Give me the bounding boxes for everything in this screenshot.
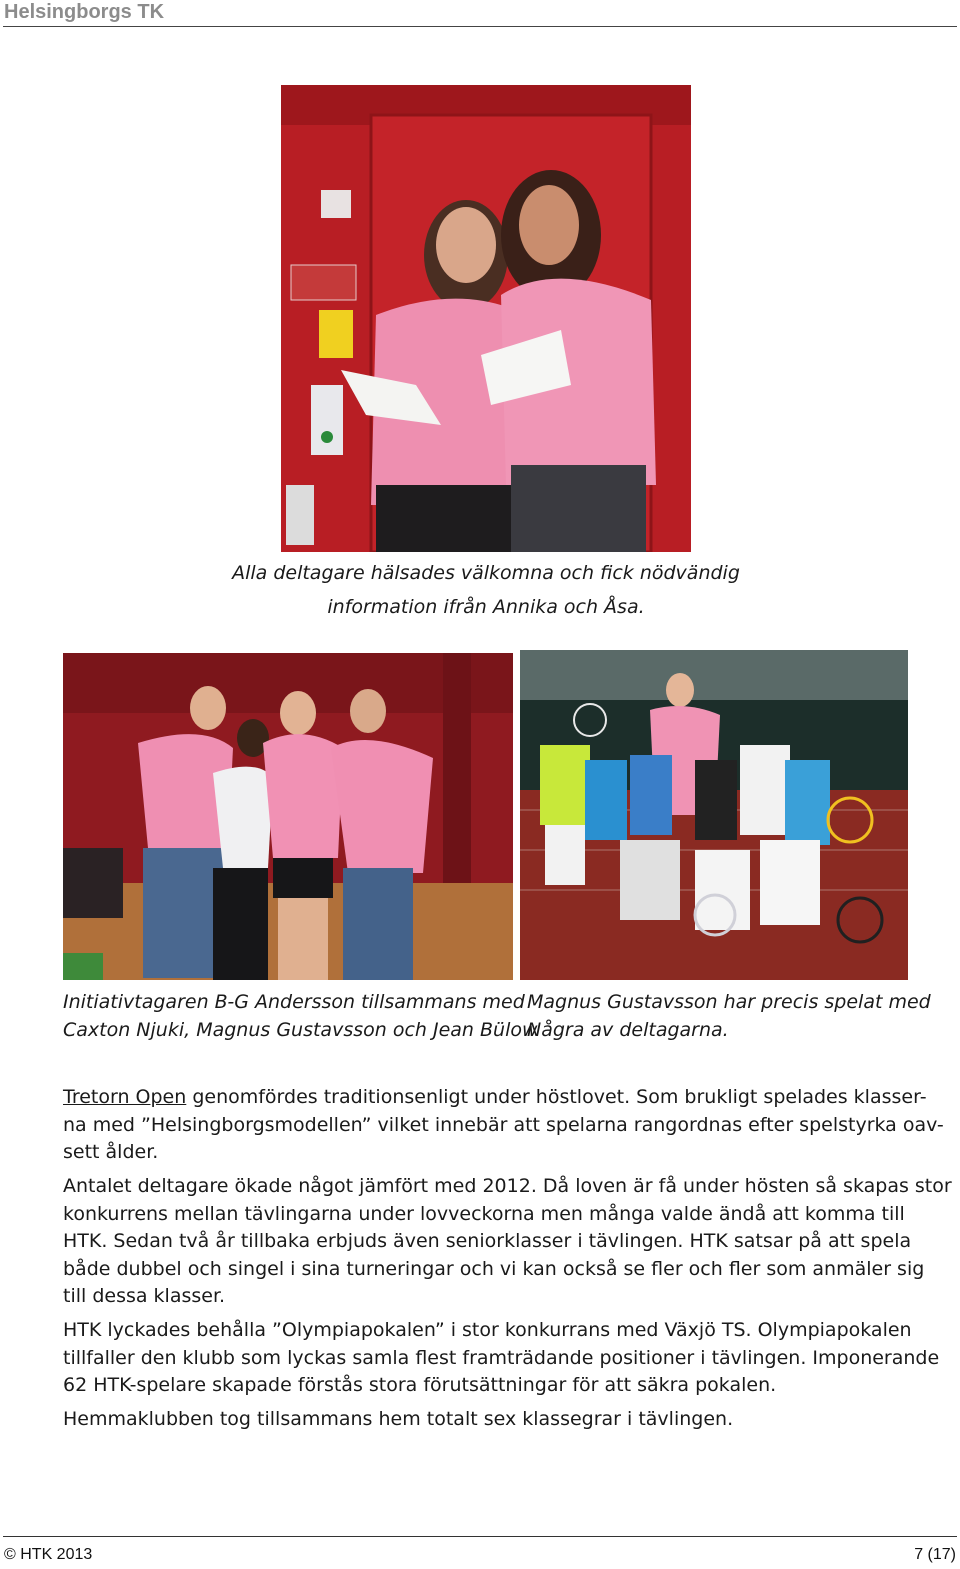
footer-divider — [3, 1536, 957, 1537]
photo-caption-1 — [200, 556, 772, 624]
paragraph-participants — [63, 1173, 952, 1311]
text-line: till dessa klasser. — [63, 1285, 226, 1307]
text-line: HTK lyckades behålla ”Olympiapokalen” i stor konkurrans med Växjö TS. Olympiapokalen — [63, 1319, 912, 1341]
paragraph-tretorn-open — [63, 1084, 944, 1167]
text-line: sett ålder. — [63, 1141, 159, 1163]
caption-line: Initiativtagaren B-G Andersson tillsammans med — [63, 991, 525, 1013]
text-line — [63, 1084, 927, 1112]
caption-line: Caxton Njuki, Magnus Gustavsson och Jean Bülow — [63, 1018, 538, 1041]
tretorn-open-link[interactable]: Tretorn Open — [63, 1086, 187, 1108]
photo-initiators-group — [63, 653, 513, 980]
paragraph-olympiapokalen — [63, 1317, 940, 1400]
photo-caption-3 — [527, 989, 931, 1044]
header-divider — [3, 26, 957, 27]
caption-line: Alla deltagare hälsades välkomna och fick nödvändig — [232, 562, 740, 584]
text-line: Antalet deltagare ökade något jämfört med 2012. Då loven är få under hösten så skapas stor — [63, 1175, 952, 1197]
page-header-title: Helsingborgs TK — [4, 1, 165, 23]
text-line: na med ”Helsingborgsmodellen” vilket innebär att spelarna rangordnas efter spelstyrka oav- — [63, 1113, 944, 1136]
photo-annika-and-asa — [281, 85, 691, 552]
footer-copyright: © HTK 2013 — [4, 1546, 93, 1563]
photo-caption-2 — [63, 989, 538, 1044]
photo-participants-group — [520, 650, 908, 980]
paragraph-class-wins — [63, 1406, 913, 1434]
footer-page-number: 7 (17) — [914, 1546, 956, 1563]
text-line: Hemmaklubben tog tillsammans hem totalt sex klassegrar i tävlingen. — [63, 1408, 734, 1430]
text-line: både dubbel och singel i sina turneringar och vi kan också se fler och fler som anmäler sig — [63, 1257, 925, 1280]
text-line: konkurrens mellan tävlingarna under lovveckorna men många valde ändå att komma till — [63, 1202, 905, 1225]
text-line: HTK. Sedan två år tillbaka erbjuds även seniorklasser i tävlingen. HTK satsar på att spela — [63, 1230, 912, 1252]
text-line: 62 HTK-spelare skapade förstås stora förutsättningar för att säkra pokalen. — [63, 1374, 777, 1396]
text-fragment: genomfördes traditionsenligt under höstlovet. Som brukligt spelades klasser- — [186, 1086, 927, 1108]
caption-line: information ifrån Annika och Åsa. — [327, 596, 645, 618]
text-line: tillfaller den klubb som lyckas samla flest framträdande positioner i tävlingen. Imponerande — [63, 1346, 940, 1369]
caption-line: Magnus Gustavsson har precis spelat med — [527, 991, 931, 1013]
caption-line: Några av deltagarna. — [527, 1018, 729, 1041]
